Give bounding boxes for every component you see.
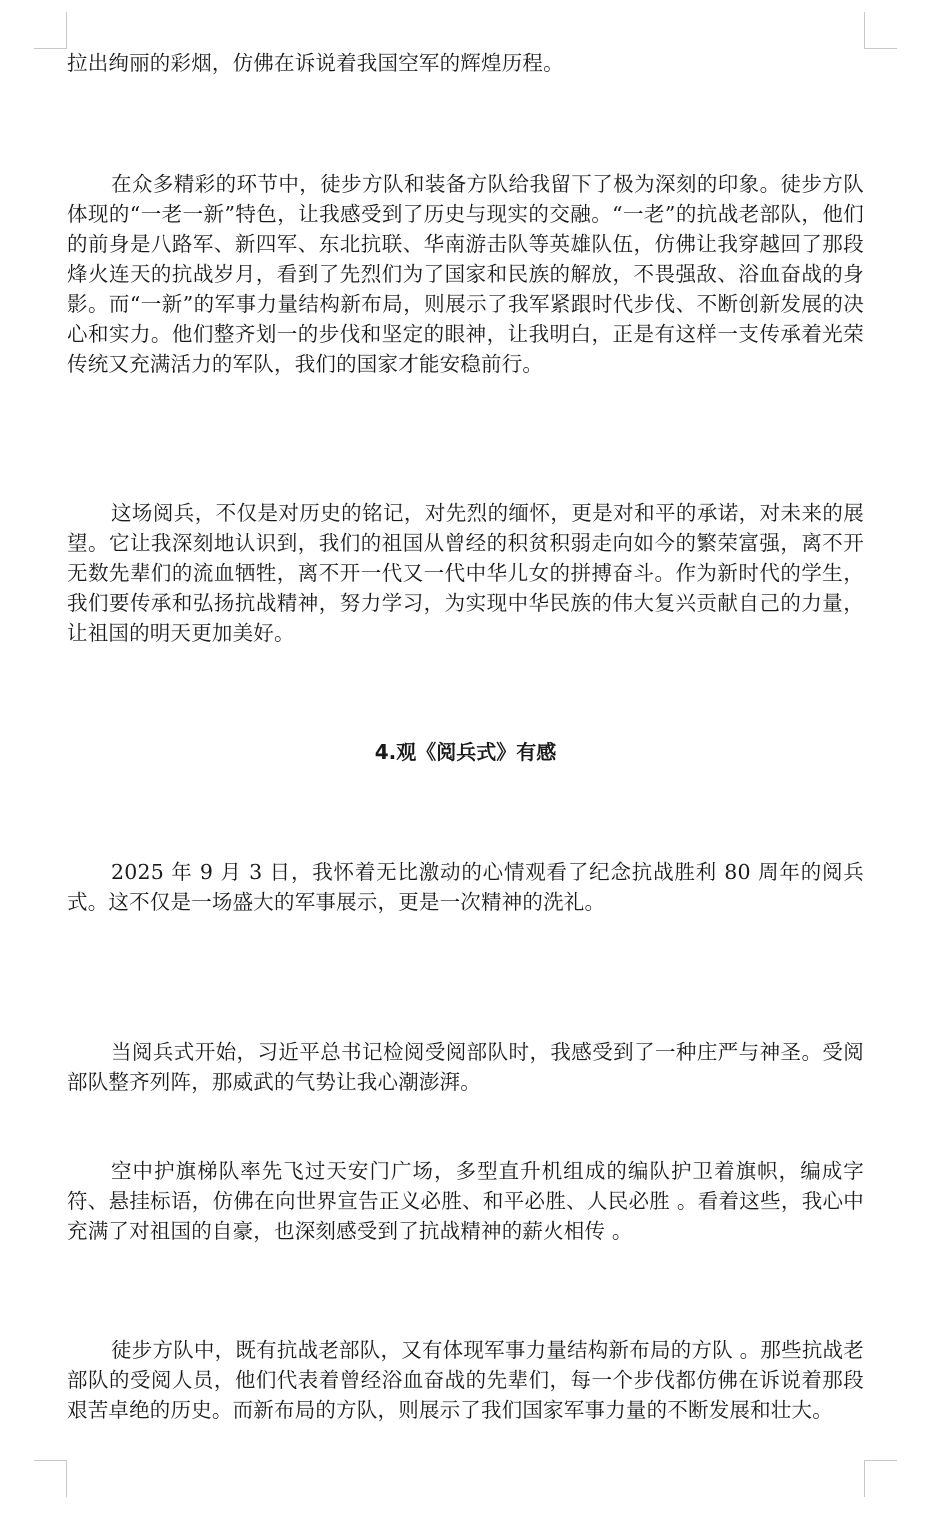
paragraph-continued: 拉出绚丽的彩烟，仿佛在诉说着我国空军的辉煌历程。 bbox=[67, 51, 564, 75]
paragraph: 空中护旗梯队率先飞过天安门广场，多型直升机组成的编队护卫着旗帜，编成字符、悬挂标语，仿佛在向世界宣告正义必胜、和平必胜、人民必胜 。看着这些，我心中充满了对祖国的自豪，也深刻感受到了抗战精神的薪火相传 。 bbox=[67, 1159, 864, 1243]
paragraph: 这场阅兵，不仅是对历史的铭记，对先烈的缅怀，更是对和平的承诺，对未来的展望。它让我深刻地认识到，我们的祖国从曾经的积贫积弱走向如今的繁荣富强，离不开无数先辈们的流血牺牲，离不开一代又一代中华儿女的拼搏奋斗。作为新时代的学生，我们要传承和弘扬抗战精神，努力学习，为实现中华民族的伟大复兴贡献自己的力量，让祖国的明天更加美好。 bbox=[67, 501, 864, 645]
paragraph: 2025 年 9 月 3 日，我怀着无比激动的心情观看了纪念抗战胜利 80 周年的阅兵式。这不仅是一场盛大的军事展示，更是一次精神的洗礼。 bbox=[67, 860, 864, 914]
paragraph: 在众多精彩的环节中，徒步方队和装备方队给我留下了极为深刻的印象。徒步方队体现的“一老一新”特色，让我感受到了历史与现实的交融。“一老”的抗战老部队，他们的前身是八路军、新四军、东北抗联、华南游击队等英雄队伍，仿佛让我穿越回了那段烽火连天的抗战岁月，看到了先烈们为了国家和民族的解放，不畏强敌、浴血奋战的身影。而“一新”的军事力量结构新布局，则展示了我军紧跟时代步伐、不断创新发展的决心和实力。他们整齐划一的步伐和坚定的眼神，让我明白，正是有这样一支传承着光荣传统又充满活力的军队，我们的国家才能安稳前行。 bbox=[67, 172, 864, 376]
paragraph: 当阅兵式开始，习近平总书记检阅受阅部队时，我感受到了一种庄严与神圣。受阅部队整齐列阵，那威武的气势让我心潮澎湃。 bbox=[67, 1040, 864, 1094]
crop-mark-bottom-right bbox=[864, 1460, 897, 1497]
crop-mark-top-right bbox=[864, 12, 897, 49]
crop-mark-top-left bbox=[34, 12, 67, 49]
crop-mark-bottom-left bbox=[34, 1460, 67, 1497]
section-heading: 4.观《阅兵式》有感 bbox=[374, 740, 557, 764]
paragraph: 徒步方队中，既有抗战老部队，又有体现军事力量结构新布局的方队 。那些抗战老部队的受阅人员，他们代表着曾经浴血奋战的先辈们，每一个步伐都仿佛在诉说着那段艰苦卓绝的历史。而新布局的方队，则展示了我们国家军事力量的不断发展和壮大。 bbox=[67, 1338, 864, 1422]
